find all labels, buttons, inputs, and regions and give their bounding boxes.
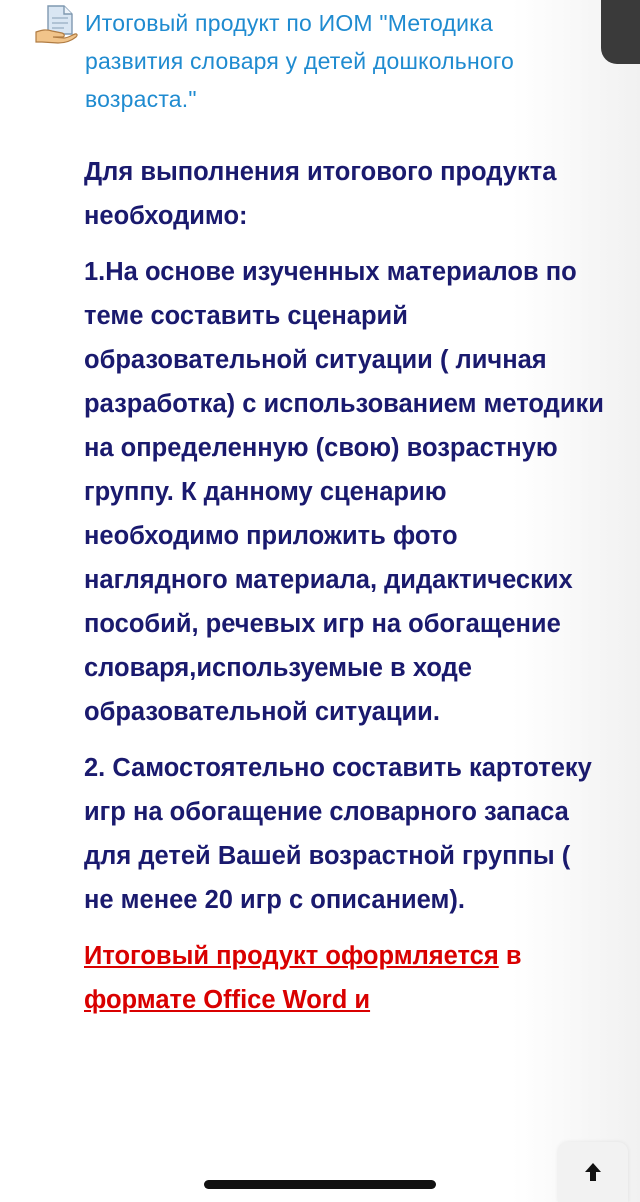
final-note xyxy=(84,934,604,1022)
document-hand-icon xyxy=(34,4,78,44)
home-indicator xyxy=(204,1180,436,1189)
floating-tab[interactable] xyxy=(601,0,640,64)
assignment-title-link[interactable]: Итоговый продукт по ИОМ "Методика развития словаря у детей дошкольного возраста." xyxy=(85,10,514,112)
requirement-item-2: 2. Самостоятельно составить картотеку игр на обогащение словарного запаса для детей Вашей возрастной группы ( не менее 20 игр с описанием). xyxy=(84,754,592,914)
scroll-to-top-button[interactable] xyxy=(558,1142,628,1202)
intro-text: Для выполнения итогового продукта необходимо: xyxy=(84,158,557,230)
assignment-description xyxy=(84,150,604,1022)
final-note-format[interactable]: формате Office Word и xyxy=(84,986,371,1014)
final-note-connector: в xyxy=(498,942,522,970)
final-note-link[interactable]: Итоговый продукт оформляется xyxy=(84,942,499,970)
arrow-up-icon xyxy=(582,1161,604,1183)
requirement-item-1: 1.На основе изученных материалов по теме составить сценарий образовательной ситуации ( личная разработка) с использованием методики на определенную (свою) возрастную группу. К данному сценарию необходимо приложить фото наглядного материала, дидактических пособий, речевых игр на обогащение словаря,используемые в ходе образовательной ситуации. xyxy=(84,258,604,726)
